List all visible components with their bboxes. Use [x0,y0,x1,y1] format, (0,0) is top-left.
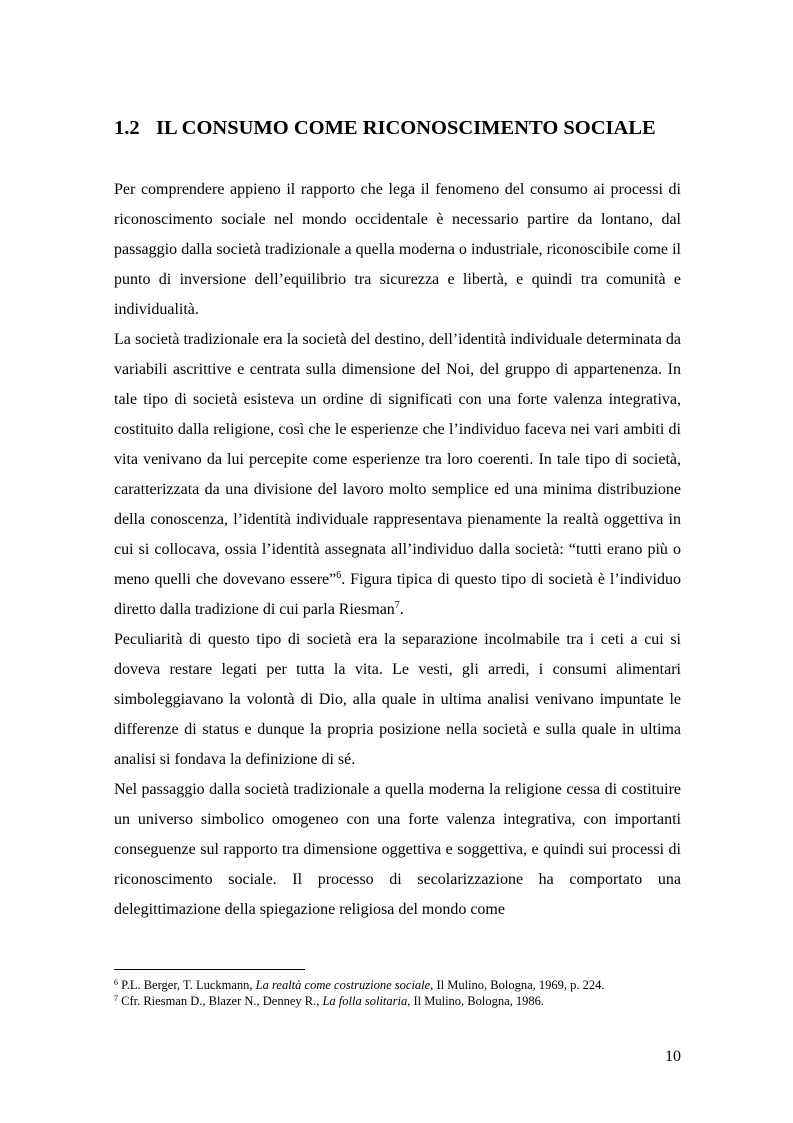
paragraph-2 [114,325,681,625]
page-number: 10 [665,1048,681,1065]
paragraph-1: Per comprendere appieno il rapporto che lega il fenomeno del consumo ai processi di riconoscimento sociale nel mondo occidentale è necessario partire da lontano, dal passaggio dalla società tradizionale a quella moderna o industriale, riconoscibile come il punto di inversione dell’equilibrio tra sicurezza e libertà, e quindi tra comunità e individualità. [114,181,681,318]
section-title: IL CONSUMO COME RICONOSCIMENTO SOCIALE [156,117,656,139]
footnote-number-7: 7 [114,994,118,1003]
footnote-7 [114,993,694,1009]
paragraph-2-part-3: . [399,601,404,618]
paragraph-4: Nel passaggio dalla società tradizionale a quella moderna la religione cessa di costituire un universo simbolico omogeneo con una forte valenza integrativa, con importanti conseguenze sul rapporto tra dimensione oggettiva e soggettiva, e quindi sui processi di riconoscimento sociale. Il processo di secolarizzazione ha comportato una delegittimazione della spiegazione religiosa del mondo come [114,781,681,918]
footnote-7-title: La folla solitaria, [322,994,411,1008]
section-heading [114,114,694,142]
footnote-6 [114,977,694,993]
footnote-ref-7[interactable]: 7 [394,600,400,611]
footnotes [114,977,694,1009]
footnote-7-authors: Cfr. Riesman D., Blazer N., Denney R., [118,994,323,1008]
footnote-6-title: La realtà come costruzione sociale, [255,978,434,992]
footnote-number-6: 6 [114,978,118,987]
section-number: 1.2 [114,117,140,139]
paragraph-2-part-1: La società tradizionale era la società del destino, dell’identità individuale determinata da variabili ascrittive e centrata sulla dimensione del Noi, del gruppo di appartenenza. In tale tipo di società esisteva un ordine di significati con una forte valenza integrativa, costituito dalla religione, così che le esperienze che l’individuo faceva nei vari ambiti di vita venivano da lui percepite come esperienze tra loro coerenti. In tale tipo di società, caratterizzata da una divisione del lavoro molto semplice ed una minima distribuzione della conoscenza, l’identità individuale rappresentava pienamente la realtà oggettiva in cui si collocava, ossia l’identità assegnata all’individuo dalla società: “tutti erano più o meno quelli che dovevano essere” [114,331,681,588]
footnote-7-publisher: Il Mulino, Bologna, 1986. [410,994,545,1008]
paragraph-2-part-2: . Figura tipica di questo tipo di società è l’individuo diretto dalla tradizione di cui parla Riesman [114,571,682,618]
body-text [114,175,681,925]
footnote-6-authors: P.L. Berger, T. Luckmann, [118,978,256,992]
footnote-ref-6[interactable]: 6 [336,570,342,581]
paragraph-3: Peculiarità di questo tipo di società era la separazione incolmabile tra i ceti a cui si doveva restare legati per tutta la vita. Le vesti, gli arredi, i consumi alimentari simboleggiavano la volontà di Dio, alla quale in ultima analisi venivano impuntate le differenze di status e dunque la propria posizione nella società e sulla quale in ultima analisi si fondava la definizione di sé. [114,631,681,768]
footnote-divider [114,969,305,970]
footnote-6-publisher: Il Mulino, Bologna, 1969, p. 224. [433,978,605,992]
